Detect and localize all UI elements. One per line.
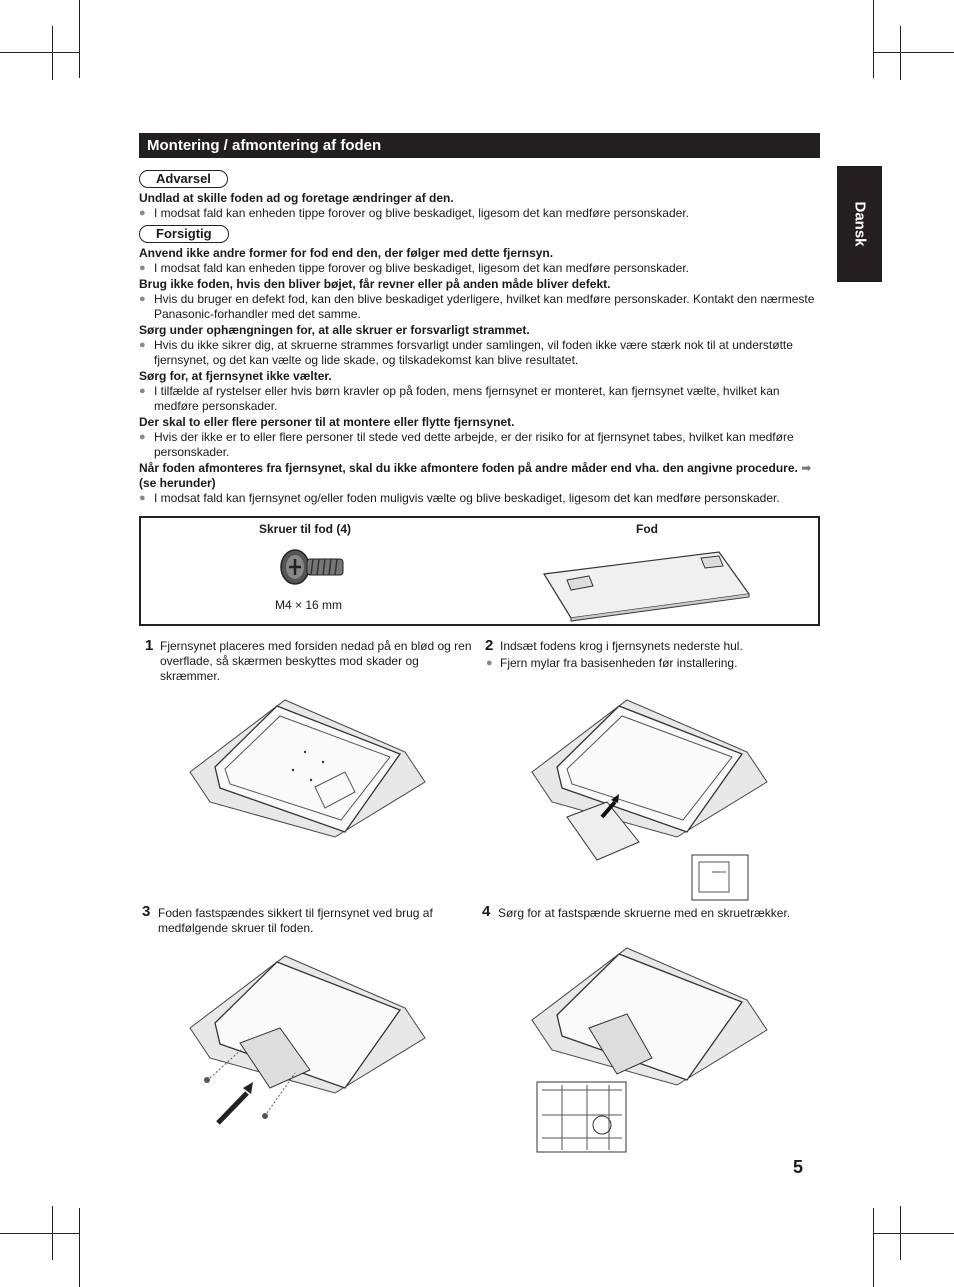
caution-heading: Sørg for, at fjernsynet ikke vælter. bbox=[139, 369, 332, 383]
insert-stand-illustration bbox=[527, 692, 772, 902]
step-text: Sørg for at fastspænde skruerne med en skruetrækker. bbox=[498, 906, 791, 920]
section-title: Montering / afmontering af foden bbox=[139, 133, 820, 158]
warning-bullet: ● I modsat fald kan enheden tippe forover og blive beskadiget, ligesom det kan medføre personskader. bbox=[139, 206, 689, 220]
warning-heading: Undlad at skille foden ad og foretage ændringer af den. bbox=[139, 191, 454, 205]
crop-mark bbox=[873, 52, 954, 53]
caution-heading: Brug ikke foden, hvis den bliver bøjet, får revner eller på anden måde bliver defekt. bbox=[139, 277, 611, 291]
language-tab bbox=[837, 166, 882, 282]
safety-notes bbox=[139, 168, 820, 506]
language-tab-label: Dansk bbox=[851, 201, 868, 247]
step-text: Fjernsynet placeres med forsiden nedad på en blød og ren overflade, så skærmen beskyttes mod skader og skræmmer. bbox=[160, 639, 472, 683]
bullet-mark: ● bbox=[139, 207, 146, 219]
stand-label: Fod bbox=[636, 522, 658, 536]
step-text: Indsæt fodens krog i fjernsynets nederste hul. bbox=[500, 639, 743, 653]
step-number: 3 bbox=[142, 903, 151, 920]
fasten-screws-illustration bbox=[185, 948, 430, 1128]
caution-heading: Når foden afmonteres fra fjernsynet, skal du ikke afmontere foden på andre måder end vha. den angivne procedure. ➡ (se herunder) bbox=[139, 461, 812, 490]
caution-bullet: ● I modsat fald kan enheden tippe forover og blive beskadiget, ligesom det kan medføre personskader. bbox=[139, 261, 689, 275]
step-bullet: ● Fjern mylar fra basisenheden før installering. bbox=[486, 656, 738, 670]
step-number: 1 bbox=[145, 637, 154, 654]
step-number: 2 bbox=[485, 637, 494, 654]
warning-label: Advarsel bbox=[139, 170, 228, 188]
caution-label: Forsigtig bbox=[139, 225, 229, 243]
crop-mark bbox=[52, 26, 53, 80]
caution-bullet: ● Hvis du ikke sikrer dig, at skruerne strammes forsvarligt under samlingen, vil foden ikke være stærk nok til at understøtte fjernsynet, og det kan vælte og lide skade, og tilskadekomst kan blive resultatet. bbox=[139, 338, 793, 367]
tv-face-down-illustration bbox=[185, 692, 430, 840]
crop-mark bbox=[900, 26, 901, 80]
caution-heading: Sørg under ophængningen for, at alle skruer er forsvarligt strammet. bbox=[139, 323, 530, 337]
screw-icon bbox=[277, 546, 347, 588]
tighten-screws-illustration bbox=[527, 940, 772, 1155]
crop-mark bbox=[0, 1233, 80, 1234]
crop-mark bbox=[79, 0, 80, 78]
crop-mark bbox=[79, 1208, 80, 1287]
crop-mark bbox=[873, 1233, 954, 1234]
included-parts-box bbox=[139, 516, 820, 626]
caution-bullet: ● Hvis der ikke er to eller flere personer til stede ved dette arbejde, er der risiko for at fjernsynet tabes, hvilket kan medføre personskader. bbox=[139, 430, 794, 459]
crop-mark bbox=[873, 1208, 874, 1287]
crop-mark bbox=[873, 0, 874, 78]
crop-mark bbox=[0, 52, 80, 53]
caution-heading: Der skal to eller flere personer til at montere eller flytte fjernsynet. bbox=[139, 415, 515, 429]
caution-bullet: ● Hvis du bruger en defekt fod, kan den blive beskadiget yderligere, hvilket kan medføre personskader. Kontakt den nærmeste Panasonic-forhandler med det samme. bbox=[139, 292, 815, 321]
step-text: Foden fastspændes sikkert til fjernsynet ved brug af medfølgende skruer til foden. bbox=[158, 906, 433, 935]
screws-size: M4 × 16 mm bbox=[275, 598, 343, 612]
step-number: 4 bbox=[482, 903, 491, 920]
stand-base-icon bbox=[541, 542, 751, 622]
caution-bullet: ● I modsat fald kan fjernsynet og/eller foden muligvis vælte og blive beskadiget, ligesom det kan medføre personskader. bbox=[139, 491, 780, 505]
screws-label: Skruer til fod (4) bbox=[259, 522, 352, 536]
caution-bullet: ● I tilfælde af rystelser eller hvis børn kravler op på foden, mens fjernsynet er monteret, kan fjernsynet vælte, hvilket kan medføre personskader. bbox=[139, 384, 780, 413]
crop-mark bbox=[26, 52, 27, 53]
arrow-right-icon: ➡ bbox=[801, 461, 812, 475]
cross-reference: (se herunder) bbox=[139, 476, 216, 490]
page-number: 5 bbox=[793, 1157, 804, 1177]
caution-heading: Anvend ikke andre former for fod end den, der følger med dette fjernsyn. bbox=[139, 246, 554, 260]
